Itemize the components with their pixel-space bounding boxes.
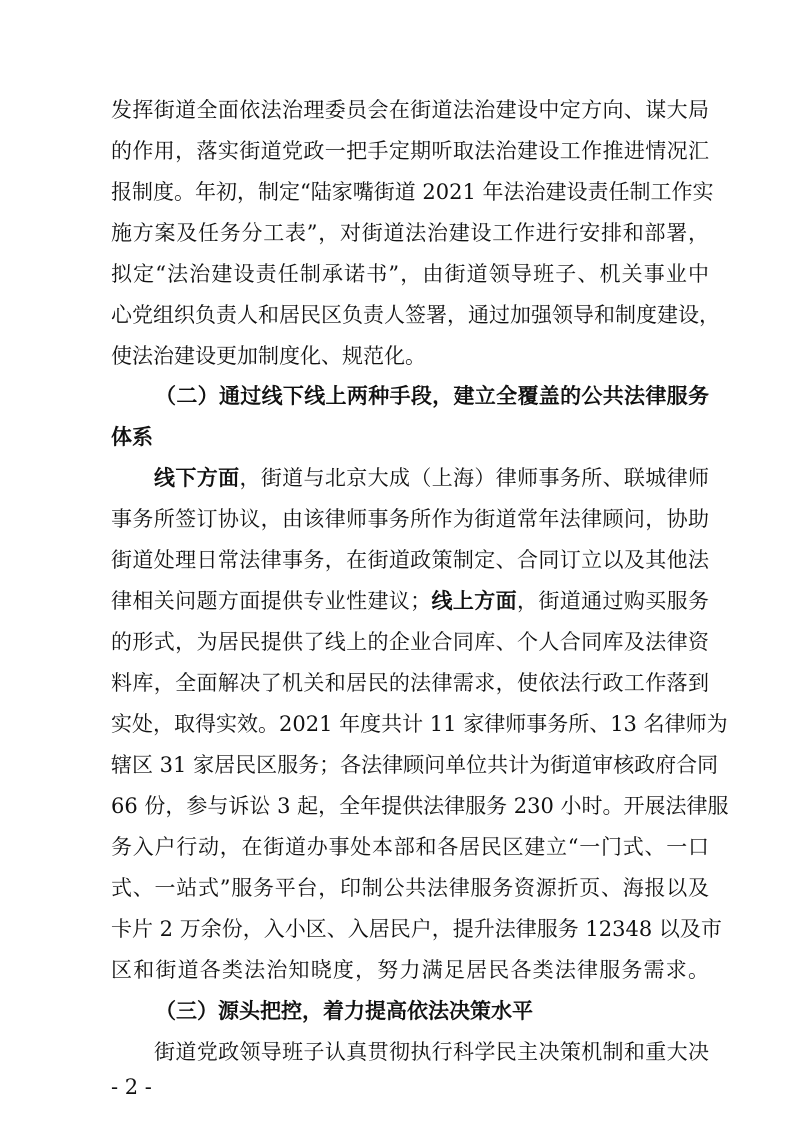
heading-line: （二）通过线下线上两种手段，建立全覆盖的公共法律服务 (155, 383, 709, 408)
paragraph-line: 拟定“法治建设责任制承诺书”，由街道领导班子、机关事业中 (111, 262, 709, 286)
page-number: - 2 - (111, 1075, 152, 1099)
paragraph-line: 的作用，落实街道党政一把手定期听取法治建设工作推进情况汇 (111, 139, 709, 163)
line-text: 律相关问题方面提供专业性建议； (111, 589, 432, 613)
paragraph-line: 的形式，为居民提供了线上的企业合同库、个人合同库及法律资 (111, 630, 709, 654)
line-text: ，街道与北京大成（上海）律师事务所、联城律师 (239, 466, 710, 490)
paragraph-line: 事务所签订协议，由该律师事务所作为街道常年法律顾问，协助 (111, 507, 709, 531)
online-label: 线上方面 (431, 588, 518, 613)
paragraph-line: 料库，全面解决了机关和居民的法律需求，使依法行政工作落到 (111, 671, 709, 695)
paragraph-3-line: 街道党政领导班子认真贯彻执行科学民主决策机制和重大决 (154, 1040, 709, 1064)
section-heading-3: （三）源头把控，着力提高依法决策水平 (155, 998, 533, 1023)
paragraph-line: 区和街道各类法治知晓度，努力满足居民各类法律服务需求。 (111, 958, 709, 982)
offline-label: 线下方面 (154, 465, 240, 490)
paragraph-line: 发挥街道全面依法治理委员会在街道法治建设中定方向、谋大局 (111, 98, 709, 122)
paragraph-line: 街道处理日常法律事务，在街道政策制定、合同订立以及其他法 (111, 548, 709, 572)
paragraph-line: 使法治建设更加制度化、规范化。 (111, 344, 426, 368)
paragraph-line: 报制度。年初，制定“陆家嘴街道 2021 年法治建设责任制工作实 (111, 180, 714, 204)
paragraph-line: 实处，取得实效。2021 年度共计 11 家律师事务所、13 名律师为 (111, 712, 728, 736)
paragraph-line: 66 份，参与诉讼 3 起，全年提供法律服务 230 小时。开展法律服 (111, 794, 729, 818)
paragraph-line: 务入户行动，在街道办事处本部和各居民区建立“一门式、一口 (111, 835, 709, 859)
line-text: ，街道通过购买服务 (517, 589, 710, 613)
paragraph-line (111, 587, 709, 615)
paragraph-line (154, 464, 709, 492)
paragraph-line: 施方案及任务分工表”，对街道法治建设工作进行安排和部署， (111, 221, 709, 245)
paragraph-line: 辖区 31 家居民区服务；各法律顾问单位共计为街道审核政府合同 (111, 753, 719, 777)
paragraph-line: 心党组织负责人和居民区负责人签署，通过加强领导和制度建设， (111, 303, 720, 327)
paragraph-line: 卡片 2 万余份，入小区、入居民户，提升法律服务 12348 以及市 (111, 917, 722, 941)
heading-line: 体系 (111, 424, 153, 449)
paragraph-line: 式、一站式”服务平台，印制公共法律服务资源折页、海报以及 (111, 876, 709, 900)
